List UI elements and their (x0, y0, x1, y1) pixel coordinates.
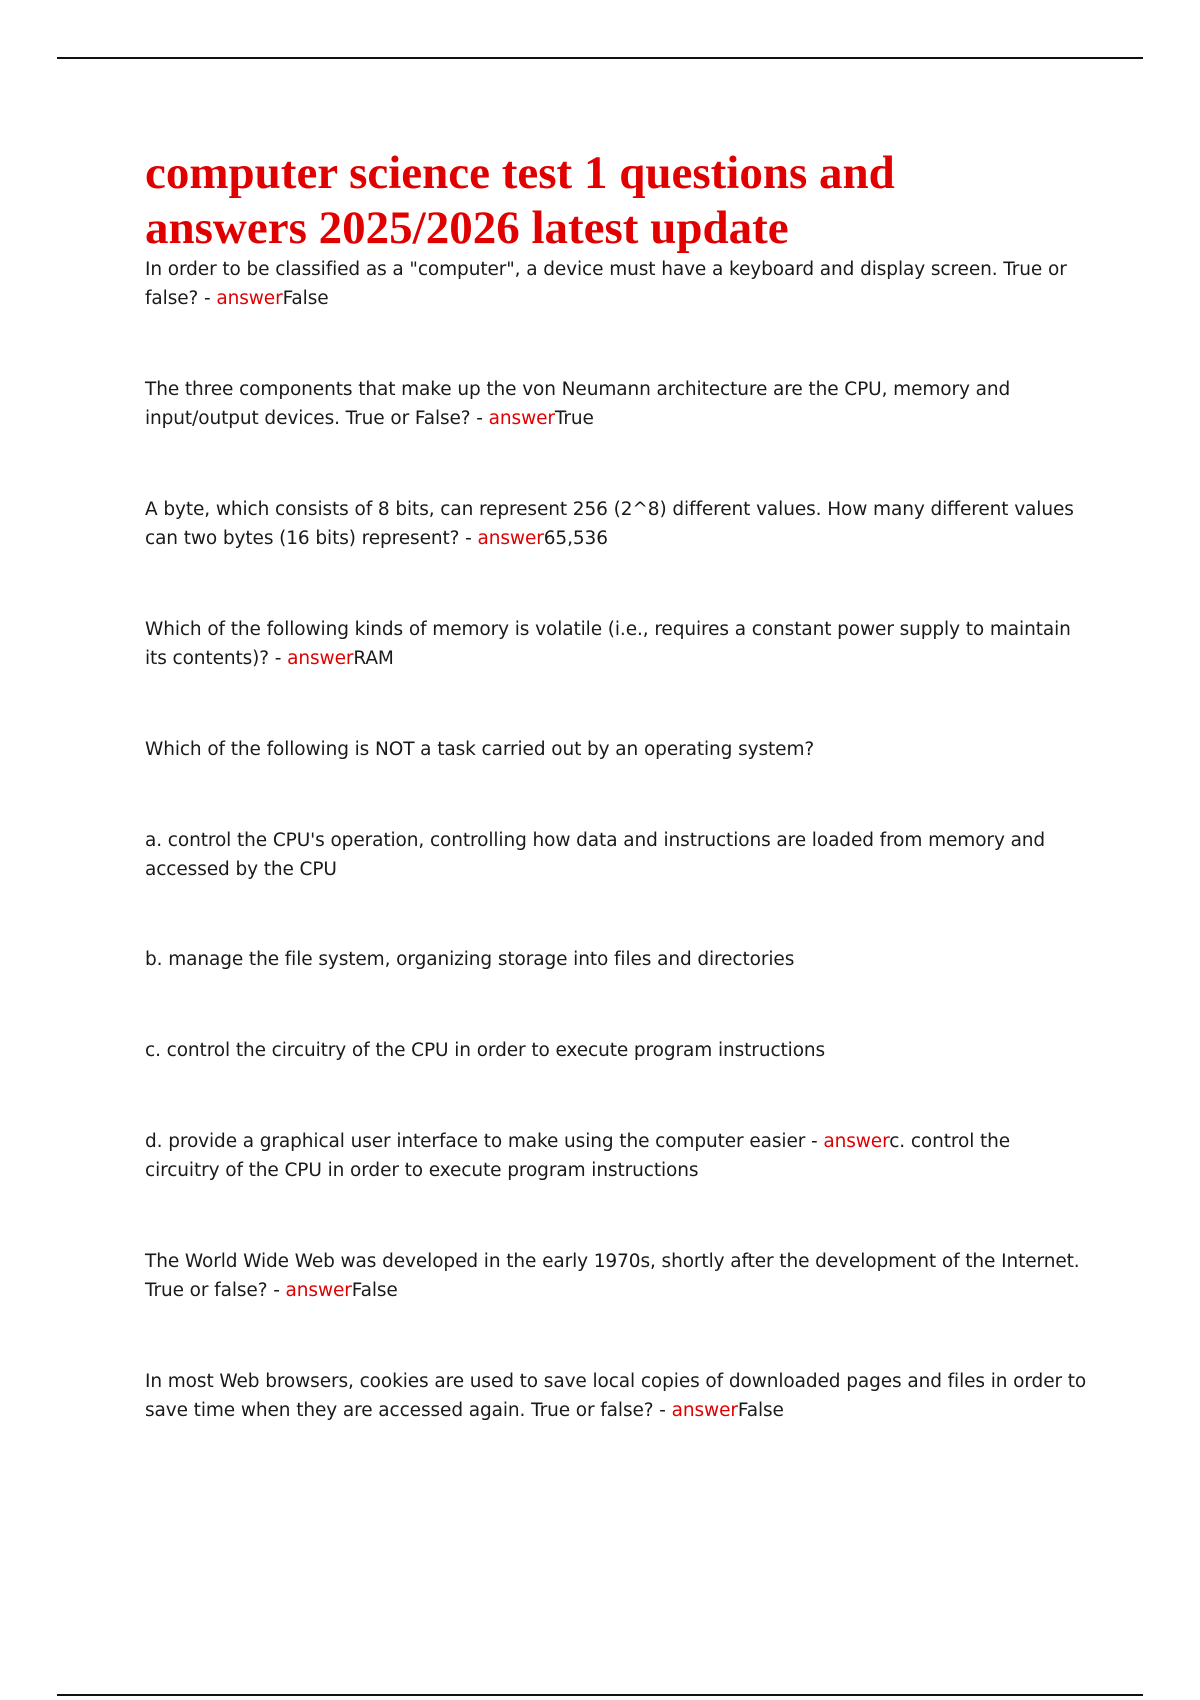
question-text: The World Wide Web was developed in the early 1970s, shortly after the development of the Internet. True or false? - (145, 1251, 1080, 1301)
answer-text: True (554, 408, 594, 429)
option-a (145, 826, 1090, 884)
qa-item-7 (145, 1367, 1090, 1425)
qa-item-6 (145, 1247, 1090, 1305)
qa-item-1 (145, 255, 1090, 313)
title-line-2: answers 2025/2026 latest update (145, 202, 789, 254)
answer-text: False (282, 288, 329, 309)
qa-item-4 (145, 615, 1090, 673)
option-text: d. provide a graphical user interface to make using the computer easier - (145, 1131, 824, 1152)
answer-label: answer (488, 408, 555, 429)
option-d (145, 1127, 1090, 1185)
question-text: A byte, which consists of 8 bits, can represent 256 (2^8) different values. How many different values can two bytes (16 bits) represent? - (145, 499, 1074, 549)
question-text: Which of the following is NOT a task carried out by an operating system? (145, 739, 815, 760)
option-text: a. control the CPU's operation, controlling how data and instructions are loaded from memory and accessed by the CPU (145, 830, 1046, 880)
qa-item-3 (145, 495, 1090, 553)
answer-text: RAM (353, 648, 394, 669)
option-c (145, 1036, 1090, 1065)
answer-label: answer (477, 528, 544, 549)
qa-item-5 (145, 735, 1090, 764)
title-line-1: computer science test 1 questions and (145, 147, 895, 199)
answer-text: False (737, 1400, 784, 1421)
answer-label: answer (285, 1280, 352, 1301)
qa-item-2 (145, 375, 1090, 433)
question-text: In most Web browsers, cookies are used to save local copies of downloaded pages and files in order to save time when they are accessed again. True or false? - (145, 1371, 1087, 1421)
answer-label: answer (216, 288, 283, 309)
footer-rule (57, 1694, 1143, 1696)
question-text: The three components that make up the von Neumann architecture are the CPU, memory and input/output devices. True or False? - (145, 379, 1011, 429)
option-text: c. control the circuitry of the CPU in order to execute program instructions (145, 1040, 826, 1061)
answer-label: answer (823, 1131, 890, 1152)
answer-label: answer (671, 1400, 738, 1421)
question-text: Which of the following kinds of memory is volatile (i.e., requires a constant power supply to maintain its contents)? - (145, 619, 1071, 669)
answer-label: answer (287, 648, 354, 669)
answer-text: False (351, 1280, 398, 1301)
answer-text: 65,536 (543, 528, 608, 549)
answer-text: c. control the circuitry of the CPU in order to execute program instructions (145, 1131, 1011, 1181)
option-text: b. manage the file system, organizing storage into files and directories (145, 949, 795, 970)
option-b (145, 945, 1090, 974)
question-text: In order to be classified as a "computer", a device must have a keyboard and display screen. True or false? - (145, 259, 1067, 309)
document-title (145, 146, 1045, 256)
header-rule (57, 57, 1143, 59)
